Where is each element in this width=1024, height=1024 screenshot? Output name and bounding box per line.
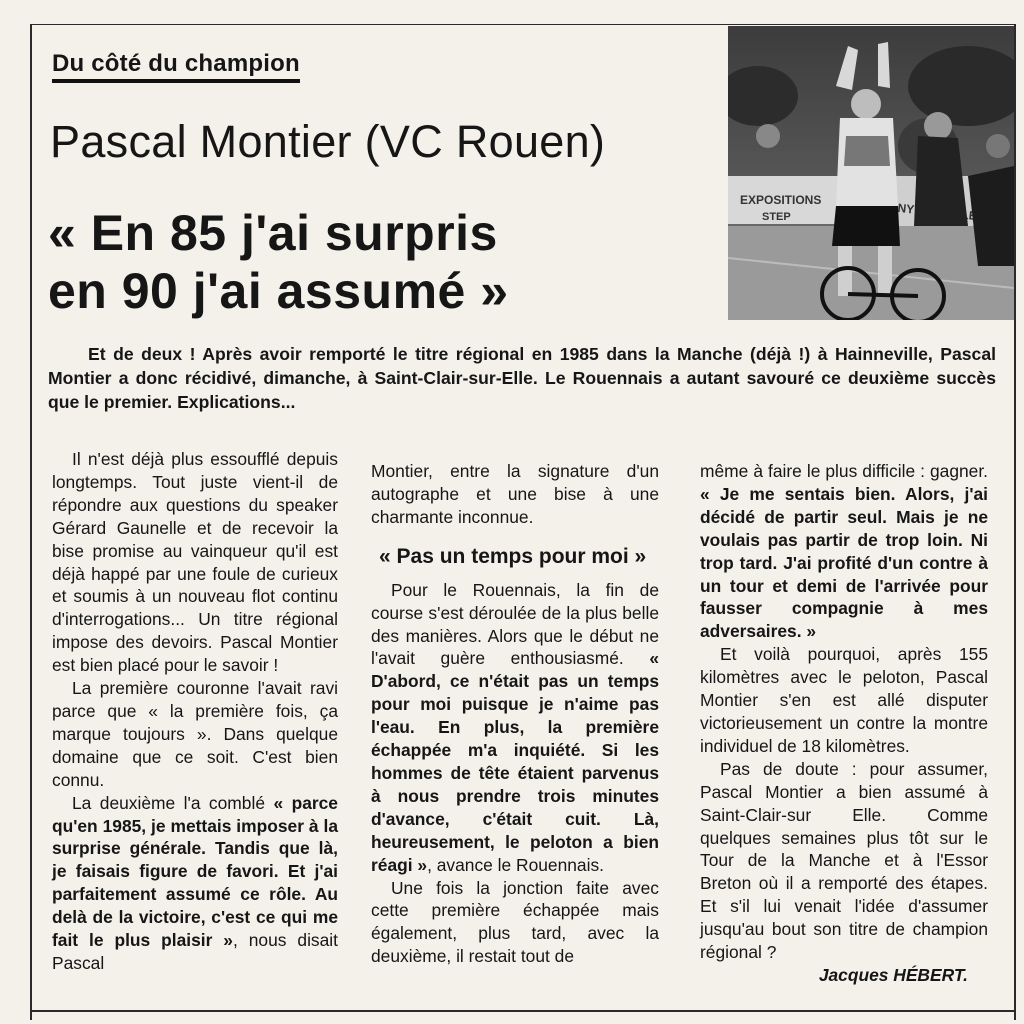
col2-paragraph-1: Montier, entre la signature d'un autographe et une bise à une charmante inconnue. bbox=[371, 461, 659, 527]
banner-text-left: EXPOSITIONS bbox=[740, 193, 822, 207]
col2-p2-quote: « D'abord, ce n'était pas un temps pour moi puisque je n'aime pas l'eau. En plus, la première échappée m'a inquiété. Si les hommes de tête étaient parvenus à nous prendre trois minutes d'avance, c'était cuit. Là, heureusement, le peloton a bien réagi » bbox=[371, 648, 659, 875]
col1-paragraph-3 bbox=[52, 792, 338, 975]
section-rubric: Du côté du champion bbox=[52, 50, 300, 83]
col1-p3-end: , nous disait Pascal bbox=[52, 930, 338, 973]
col3-p1-quote: « Je me sentais bien. Alors, j'ai décidé de partir seul. Mais je ne voulais pas partir de trop loin. Ni trop tard. J'ai profité d'un contre à un tour et demi de l'arrivée pour fausser compagnie à mes adversaires. » bbox=[700, 483, 988, 642]
col2-p2-end: , avance le Rouennais. bbox=[427, 854, 604, 875]
col1-p3-start: La deuxième l'a comblé bbox=[72, 792, 265, 813]
bottom-rule bbox=[30, 1010, 1016, 1012]
col1-paragraph-2: La première couronne l'avait ravi parce que « la première fois, ça marque toujours ». Dans quelque domaine que ce soit. C'est bien connu. bbox=[52, 678, 338, 790]
article-column-3 bbox=[700, 460, 988, 987]
col1-paragraph-1: Il n'est déjà plus essoufflé depuis longtemps. Tout juste vient-il de répondre aux questions du speaker Gérard Gaunelle et de recevoir la bise promise au vainqueur qu'il est déjà happé par une foule de curieux et soumis à un nouveau flot continu d'interrogations... Un titre régional impose des devoirs. Pascal Montier est bien placé pour le savoir ! bbox=[52, 449, 338, 676]
article-column-1 bbox=[52, 448, 338, 975]
cyclist-celebrating-photo bbox=[728, 26, 1014, 320]
article-column-2 bbox=[371, 460, 659, 968]
col3-p1-start: même à faire le plus difficile : gagner. bbox=[700, 461, 988, 481]
article-signature: Jacques HÉBERT. bbox=[818, 964, 968, 985]
col3-paragraph-3: Pas de doute : pour assumer, Pascal Montier a bien assumé à Saint-Clair-sur Elle. Comme quelques semaines plus tôt sur le Tour de la Manche et à l'Essor Breton où il a remporté des étapes. Et s'il lui venait l'idée d'assumer jusqu'au bout son titre de champion régional ? bbox=[700, 758, 988, 963]
col2-paragraph-3: Une fois la jonction faite avec cette première échappée mais également, plus tard, avec la deuxième, il restait tout de bbox=[371, 877, 659, 967]
photo-image bbox=[728, 26, 1014, 320]
headline-line-2: en 90 j'ai assumé » bbox=[48, 263, 509, 319]
col3-paragraph-1 bbox=[700, 460, 988, 643]
headline-line-1: « En 85 j'ai surpris bbox=[48, 205, 498, 261]
col3-paragraph-2: Et voilà pourquoi, après 155 kilomètres avec le peloton, Pascal Montier s'en est allé disputer victorieusement un contre la montre individuel de 18 kilomètres. bbox=[700, 644, 988, 756]
article-headline bbox=[48, 204, 509, 320]
col2-p2-start: Pour le Rouennais, la fin de course s'est déroulée de la plus belle des manières. Alors que le début ne l'avait guère enthousiasmé. bbox=[371, 579, 659, 669]
col1-p3-quote: « parce qu'en 1985, je mettais imposer à la surprise générale. Tandis que là, je faisais figure de favori. Et j'ai parfaitement assumé ce rôle. Au delà de la victoire, c'est ce qui me fait le plus plaisir » bbox=[52, 792, 338, 951]
article-subhead: « Pas un temps pour moi » bbox=[379, 544, 647, 568]
banner-text-left-2: STEP bbox=[762, 211, 791, 223]
article-lead: Et de deux ! Après avoir remporté le titre régional en 1985 dans la Manche (déjà !) à Hainneville, Pascal Montier a donc récidivé, dimanche, à Saint-Clair-sur-Elle. Le Rouennais a autant savouré ce deuxième succès que le premier. Explications... bbox=[48, 344, 996, 412]
article-kicker-name: Pascal Montier (VC Rouen) bbox=[50, 116, 606, 167]
col2-paragraph-2 bbox=[371, 579, 659, 877]
